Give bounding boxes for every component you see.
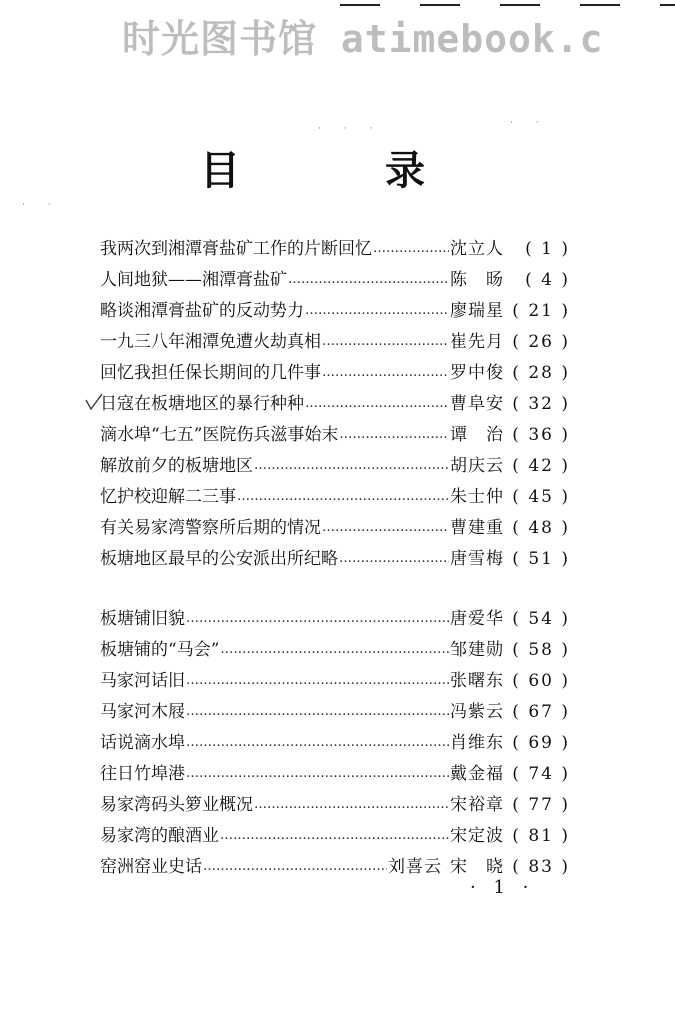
toc-author: 曹建重 — [450, 518, 504, 538]
top-rule — [580, 4, 620, 6]
top-rule — [340, 4, 380, 6]
leader-dots — [186, 666, 449, 696]
leader-dots — [322, 513, 449, 543]
toc-author: 陈 旸 — [450, 270, 504, 290]
top-rule — [660, 4, 675, 6]
toc-title: 一九三八年湘潭免遭火劫真相 — [100, 332, 321, 352]
leader-dots — [186, 759, 449, 789]
toc-title: 滴水埠“七五”医院伤兵滋事始末 — [100, 425, 339, 445]
leader-dots — [186, 604, 449, 634]
toc-author: 刘喜云 — [388, 857, 442, 877]
leader-dots — [339, 544, 449, 574]
page-number: · 1 · — [470, 877, 535, 898]
leader-dots — [254, 451, 449, 481]
toc-title: 话说滴水埠 — [100, 733, 185, 753]
top-rule — [500, 4, 540, 6]
leader-dots — [322, 358, 449, 388]
toc-author: 崔先月 — [450, 332, 504, 352]
toc-title: 我两次到湘潭膏盐矿工作的片断回忆 — [100, 239, 372, 259]
toc-author: 宋裕章 — [450, 795, 504, 815]
toc-title: 易家湾码头箩业概况 — [100, 795, 253, 815]
toc-page: ( 42 ) — [512, 456, 570, 476]
toc-page: ( 58 ) — [512, 640, 570, 660]
toc-page: ( 32 ) — [512, 394, 570, 414]
toc-title: 马家河话旧 — [100, 671, 185, 691]
toc-title: 往日竹埠港 — [100, 764, 185, 784]
title-char-2: 录 — [385, 147, 425, 194]
toc-title: 马家河木屐 — [100, 702, 185, 722]
leader-dots — [237, 482, 449, 512]
toc-author: 邹建勋 — [450, 640, 504, 660]
toc-entry — [100, 759, 570, 789]
leader-dots — [203, 852, 387, 882]
page-title — [0, 146, 675, 196]
toc-page: ( 51 ) — [512, 549, 570, 569]
watermark: 时光图书馆 atimebook.c — [122, 17, 604, 61]
leader-dots — [305, 389, 449, 419]
toc-entry — [100, 513, 570, 543]
toc-author: 唐爱华 — [450, 609, 504, 629]
leader-dots — [186, 728, 449, 758]
leader-dots — [220, 821, 449, 851]
toc-entry — [100, 327, 570, 357]
toc-author: 曹阜安 — [450, 394, 504, 414]
toc-page: ( 54 ) — [512, 609, 570, 629]
toc-author: 冯紫云 — [450, 702, 504, 722]
leader-dots — [373, 234, 449, 264]
toc-page: ( 21 ) — [512, 301, 570, 321]
toc-entry — [100, 604, 570, 634]
toc-page: ( 81 ) — [512, 826, 570, 846]
toc-author: 肖维东 — [450, 733, 504, 753]
toc-entry — [100, 697, 570, 727]
toc-entry — [100, 451, 570, 481]
toc-entry — [100, 728, 570, 758]
toc-page: ( 28 ) — [512, 363, 570, 383]
toc-page: ( 36 ) — [512, 425, 570, 445]
toc-author: 宋定波 — [450, 826, 504, 846]
leader-dots — [322, 327, 449, 357]
toc-page: ( 69 ) — [512, 733, 570, 753]
toc-entry — [100, 544, 570, 574]
toc-entry — [100, 234, 570, 264]
toc-author: 谭 治 — [450, 425, 504, 445]
toc-title: 解放前夕的板塘地区 — [100, 456, 253, 476]
toc-entry — [100, 358, 570, 388]
toc-page: ( 4 ) — [525, 270, 570, 290]
toc-title: 易家湾的酿酒业 — [100, 826, 219, 846]
toc-page: ( 77 ) — [512, 795, 570, 815]
toc-entry — [100, 635, 570, 665]
toc-author-2: 宋 晓 — [450, 857, 504, 877]
toc-author: 沈立人 — [450, 239, 504, 259]
toc-entry — [100, 666, 570, 696]
toc-title: 回忆我担任保长期间的几件事 — [100, 363, 321, 383]
toc-entry — [100, 296, 570, 326]
toc-page: ( 26 ) — [512, 332, 570, 352]
scan-specks: · · · — [318, 124, 383, 134]
toc-author: 唐雪梅 — [450, 549, 504, 569]
toc-title: 忆护校迎解二三事 — [100, 487, 236, 507]
toc-page: ( 83 ) — [512, 857, 570, 877]
toc-title: 有关易家湾警察所后期的情况 — [100, 518, 321, 538]
toc-title: 窑洲窑业史话 — [100, 857, 202, 877]
toc-title: 日寇在板塘地区的暴行种种 — [100, 394, 304, 414]
toc-author: 廖瑞星 — [450, 301, 504, 321]
toc-entry — [100, 821, 570, 851]
leader-dots — [288, 265, 449, 295]
toc-page: ( 45 ) — [512, 487, 570, 507]
top-rule — [420, 4, 460, 6]
toc-entry — [100, 482, 570, 512]
pen-check-mark — [84, 392, 104, 412]
leader-dots — [305, 296, 449, 326]
toc-title: 略谈湘潭膏盐矿的反动势力 — [100, 301, 304, 321]
toc-title: 人间地狱——湘潭膏盐矿 — [100, 270, 287, 290]
toc-author: 罗中俊 — [450, 363, 504, 383]
toc-entry — [100, 389, 570, 419]
leader-dots — [186, 697, 449, 727]
toc-entry — [100, 265, 570, 295]
scan-specks: · · — [510, 118, 549, 128]
leader-dots — [254, 790, 449, 820]
title-char-1: 目 — [200, 147, 240, 194]
toc-page: ( 60 ) — [512, 671, 570, 691]
toc-page: ( 74 ) — [512, 764, 570, 784]
toc-title: 板塘地区最早的公安派出所纪略 — [100, 549, 338, 569]
toc-page: ( 1 ) — [525, 239, 570, 259]
toc-author: 胡庆云 — [450, 456, 504, 476]
toc-entry — [100, 420, 570, 450]
leader-dots — [339, 420, 449, 450]
leader-dots — [220, 635, 449, 665]
toc-page: ( 67 ) — [512, 702, 570, 722]
toc-author: 张曙东 — [450, 671, 504, 691]
toc-author: 戴金福 — [450, 764, 504, 784]
scan-specks: · · — [22, 200, 61, 210]
toc-entry — [100, 790, 570, 820]
toc-page: ( 48 ) — [512, 518, 570, 538]
toc-title: 板塘铺的“马会” — [100, 640, 220, 660]
toc-title: 板塘铺旧貌 — [100, 609, 185, 629]
toc-author: 朱士仲 — [450, 487, 504, 507]
